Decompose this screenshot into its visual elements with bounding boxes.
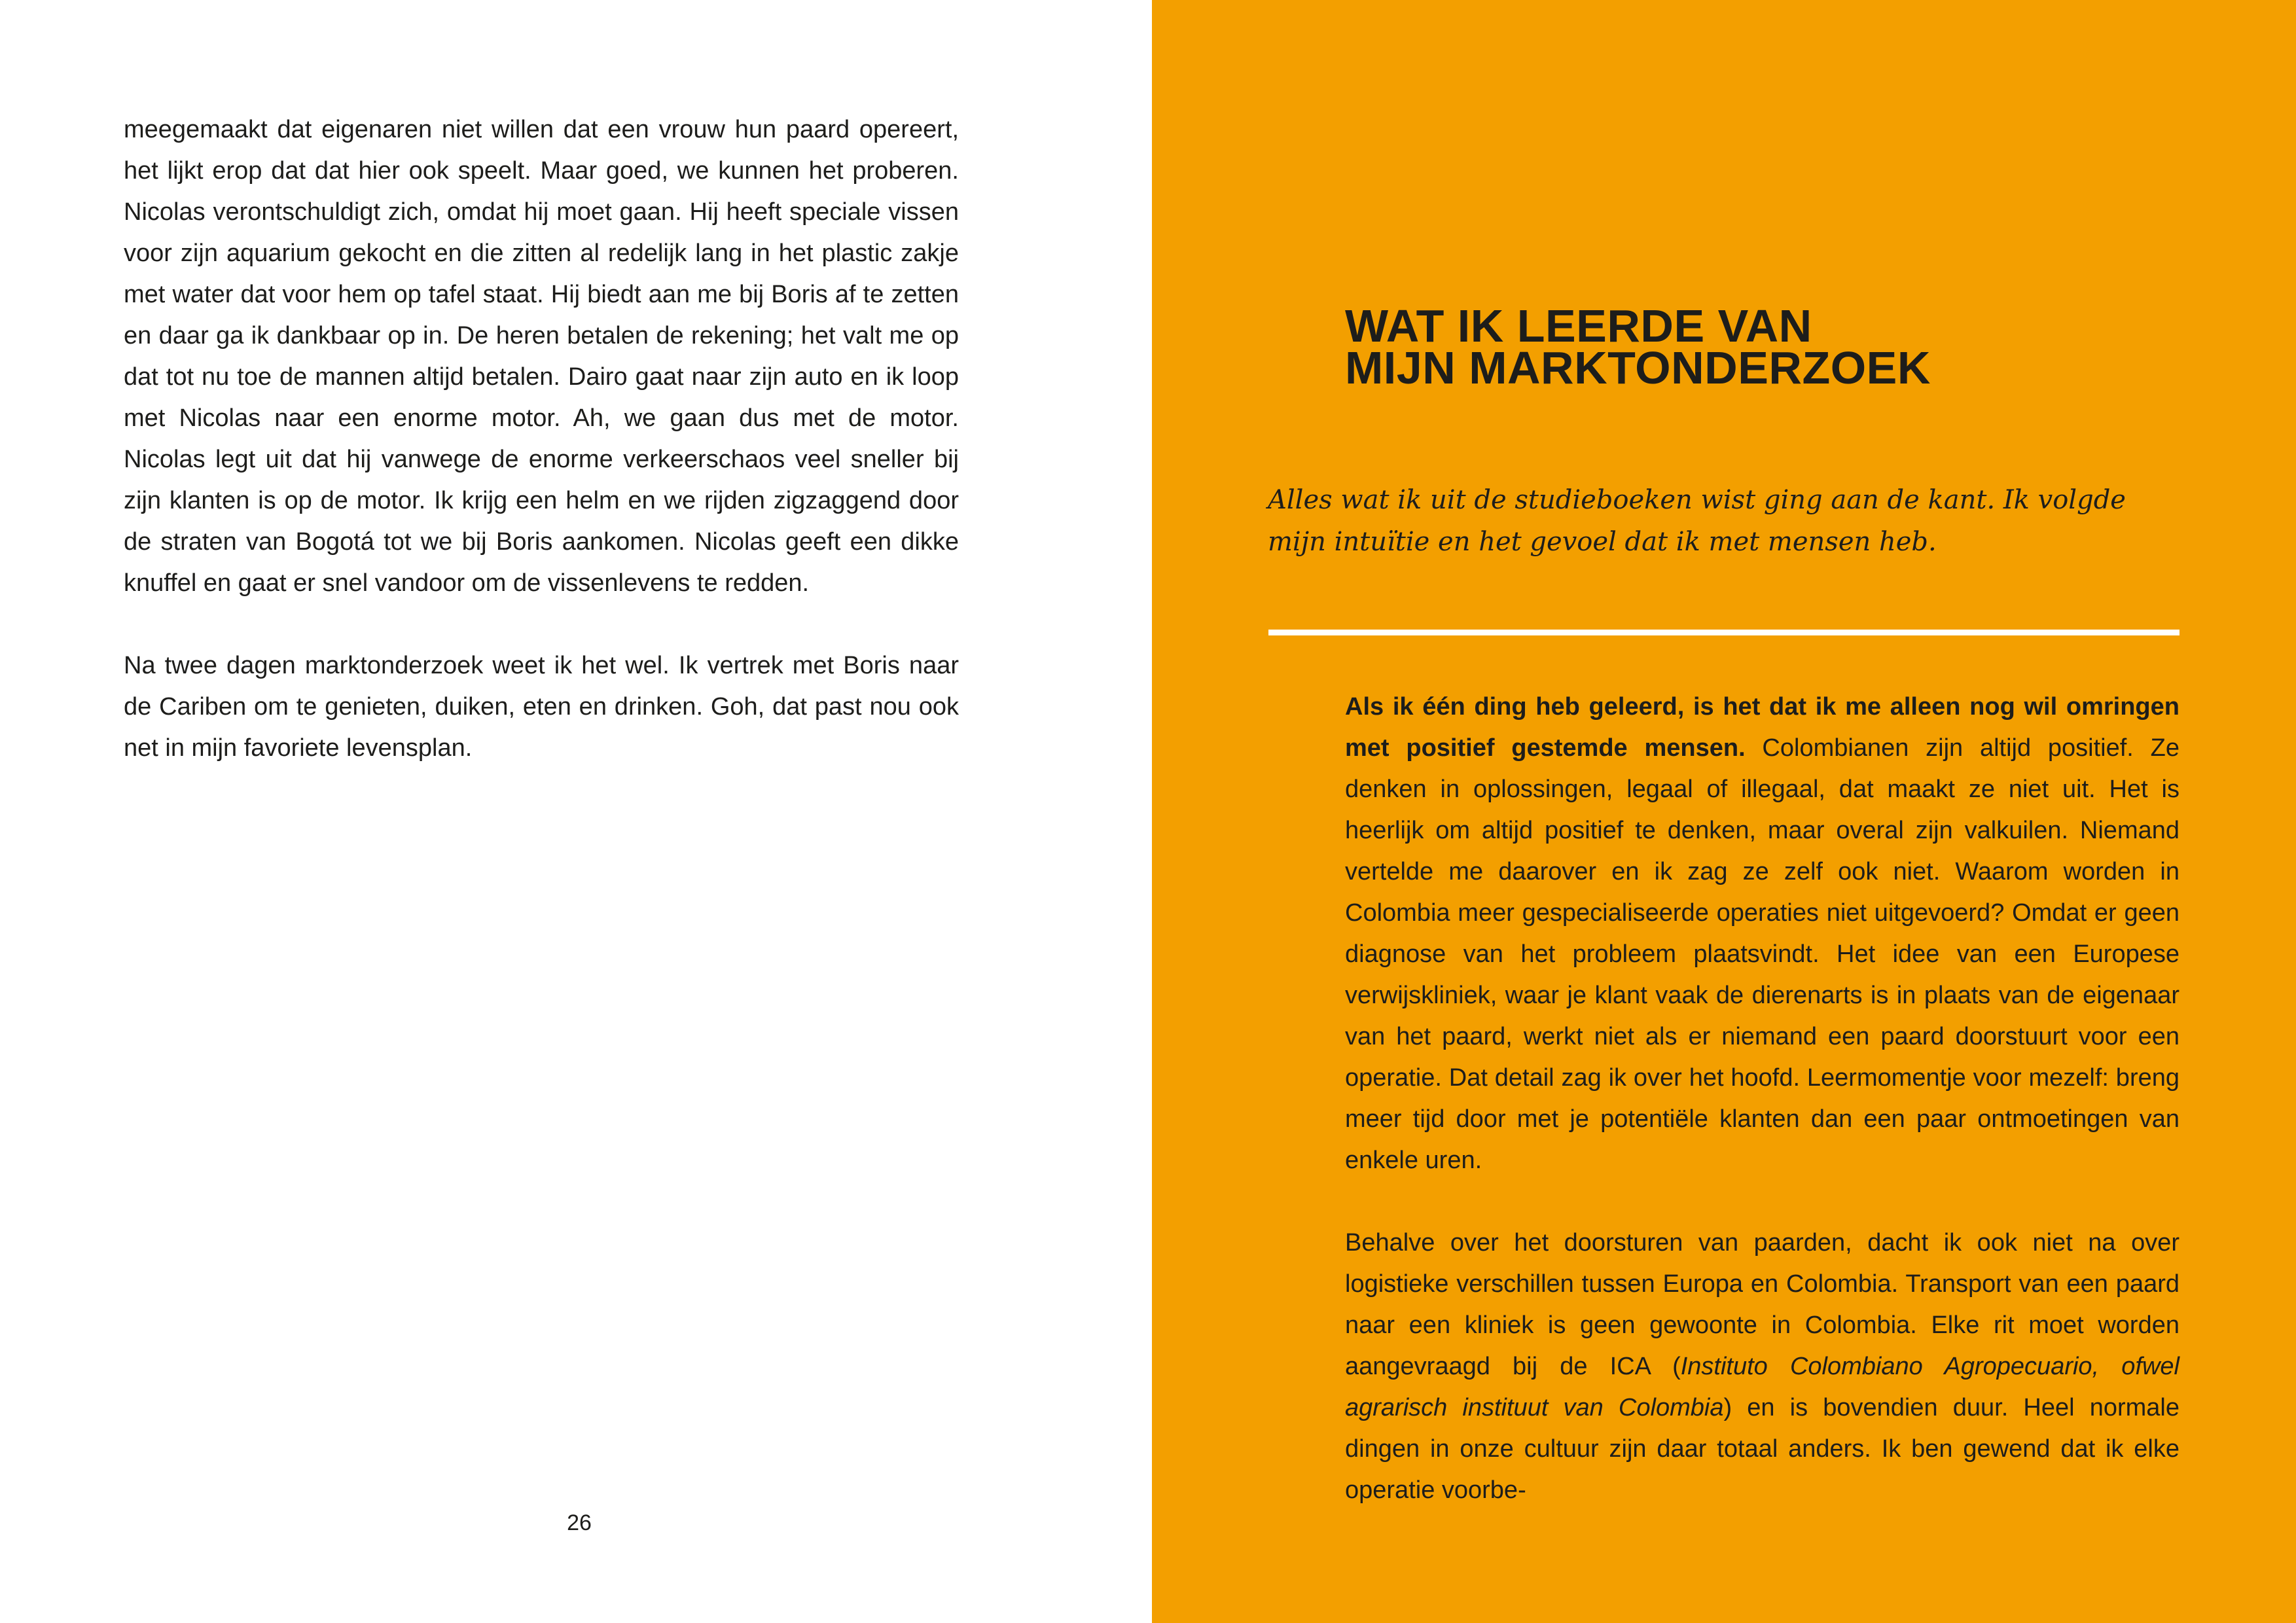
right-paragraph-1-text: Colombianen zijn altijd positief. Ze denken in oplossingen, legaal of illegaal, dat maakt ze niet uit. Het is heerlijk om altijd positief te denken, maar overal zijn valkuilen. Niemand vertelde me daarover en ik zag ze zelf ook niet. Waarom worden in Colombia meer gespecialiseerde operaties niet uitgevoerd? Omdat er geen diagnose van het probleem plaatsvindt. Het idee van een Europese verwijskliniek, waar je klant vaak de dierenarts is in plaats van de eigenaar van het paard, werkt niet als er niemand een paard doorstuurt voor een operatie. Dat detail zag ik over het hoofd. Leermomentje voor mezelf: breng meer tijd door met je potentiële klanten dan een paar ontmoetingen van enkele uren. — [1345, 734, 2179, 1174]
heading-line-2: MIJN MARKTONDERZOEK — [1345, 342, 1931, 393]
divider-rule — [1268, 630, 2179, 635]
left-text-column — [124, 109, 959, 769]
lead-line-1: Alles wat ik uit de studieboeken wist ging aan de kant. Ik volgde — [1268, 485, 2126, 515]
right-paragraph-2-italic: Instituto Colombiano Agropecuario, ofwel agrarisch instituut van Colombia — [1345, 1353, 2179, 1421]
right-paragraph-2 — [1345, 1222, 2179, 1511]
left-paragraph-2: Na twee dagen marktonderzoek weet ik het wel. Ik vertrek met Boris naar de Cariben om te genieten, duiken, eten en drinken. Goh, dat past nou ook net in mijn favoriete levensplan. — [124, 652, 959, 762]
right-paragraph-2-start: Behalve over het doorsturen van paarden, dacht ik ook niet na over logistieke verschillen tussen Europa en Colombia. Transport van een paard naar een kliniek is geen gewoonte in Colombia. Elke rit moet worden aangevraagd bij de ICA ( — [1345, 1229, 2179, 1380]
lead-line-2: mijn intuïtie en het gevoel dat ik met mensen heb. — [1268, 527, 1937, 557]
lead-quote — [1268, 479, 2145, 563]
right-text-column — [1345, 687, 2179, 1511]
right-paragraph-1 — [1345, 687, 2179, 1181]
heading-line-1: WAT IK LEERDE VAN — [1345, 300, 1812, 351]
right-paragraph-2-end: ) en is bovendien duur. Heel normale dingen in onze cultuur zijn daar totaal anders. Ik ben gewend dat ik elke operatie voorbe- — [1345, 1394, 2179, 1504]
section-heading — [1345, 300, 2000, 393]
page-number: 26 — [567, 1510, 592, 1535]
right-paragraph-1-bold: Als ik één ding heb geleerd, is het dat ik me alleen nog wil omringen met positief gestemde mensen. — [1345, 693, 2179, 762]
left-paragraph-1: meegemaakt dat eigenaren niet willen dat een vrouw hun paard opereert, het lijkt erop dat dat hier ook speelt. Maar goed, we kunnen het proberen. Nicolas verontschuldigt zich, omdat hij moet gaan. Hij heeft speciale vissen voor zijn aquarium gekocht en die zitten al redelijk lang in het plastic zakje met water dat voor hem op tafel staat. Hij biedt aan me bij Boris af te zetten en daar ga ik dankbaar op in. De heren betalen de rekening; het valt me op dat tot nu toe de mannen altijd betalen. Dairo gaat naar zijn auto en ik loop met Nicolas naar een enorme motor. Ah, we gaan dus met de motor. Nicolas legt uit dat hij vanwege de enorme verkeerschaos veel sneller bij zijn klanten is op de motor. Ik krijg een helm en we rijden zigzaggend door de straten van Bogotá tot we bij Boris aankomen. Nicolas geeft een dikke knuffel en gaat er snel vandoor om de vissenlevens te redden. — [124, 116, 959, 597]
